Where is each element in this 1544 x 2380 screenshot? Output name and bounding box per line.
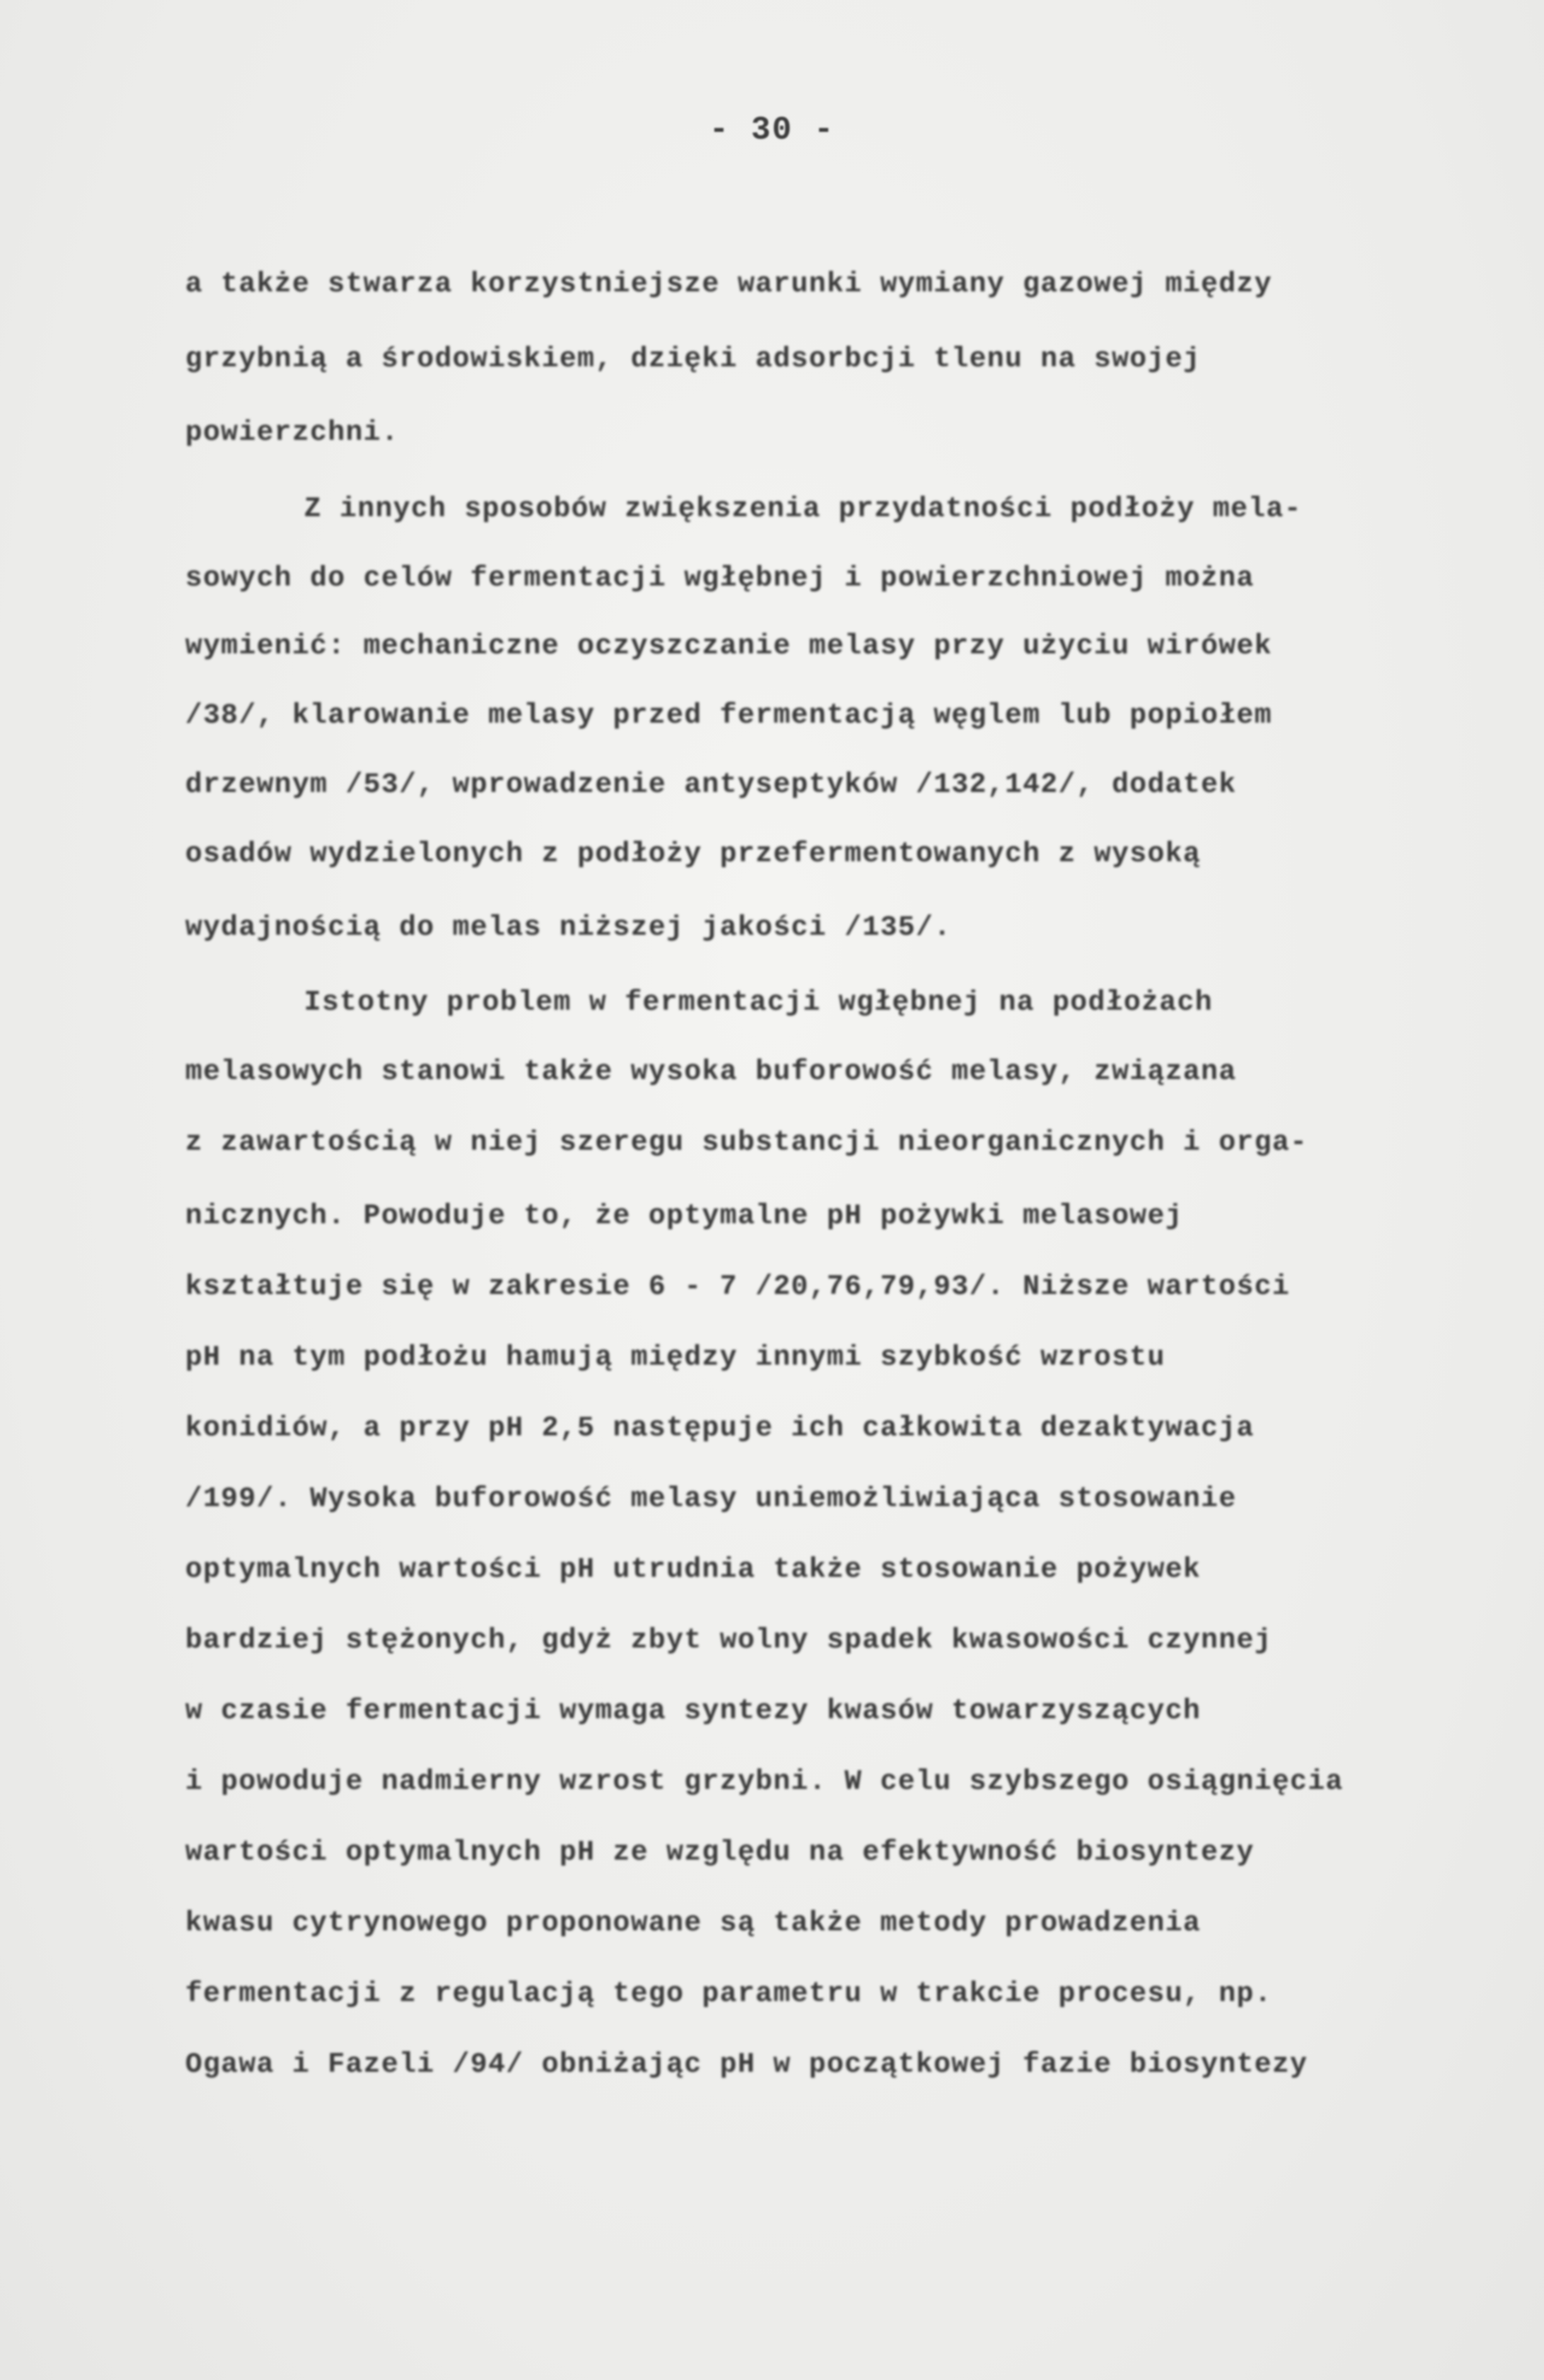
text-line: wartości optymalnych pH ze względu na efektywność biosyntezy [185,1837,1255,1869]
text-line: sowych do celów fermentacji wgłębnej i powierzchniowej można [185,563,1255,595]
text-line: wymienić: mechaniczne oczyszczanie melasy przy użyciu wirówek [185,631,1273,663]
text-line: i powoduje nadmierny wzrost grzybni. W celu szybszego osiągnięcia [185,1766,1344,1798]
text-line: /38/, klarowanie melasy przed fermentacją węglem lub popiołem [185,700,1273,732]
text-line: osadów wydzielonych z podłoży przefermentowanych z wysoką [185,839,1201,870]
text-line: konidiów, a przy pH 2,5 następuje ich całkowita dezaktywacja [185,1413,1255,1445]
text-line: fermentacji z regulacją tego parametru w trakcie procesu, np. [185,1978,1273,2010]
text-line: grzybnią a środowiskiem, dzięki adsorbcji tlenu na swojej [185,344,1201,375]
text-line: kwasu cytrynowego proponowane są także metody prowadzenia [185,1908,1201,1939]
text-line: optymalnych wartości pH utrudnia także stosowanie pożywek [185,1554,1201,1586]
text-line: a także stwarza korzystniejsze warunki wymiany gazowej między [185,269,1273,301]
text-line: drzewnym /53/, wprowadzenie antyseptyków /132,142/, dodatek [185,769,1237,801]
text-line: wydajnością do melas niższej jakości /135/. [185,912,952,944]
text-line: Istotny problem w fermentacji wgłębnej na podłożach [304,987,1213,1019]
text-line: pH na tym podłożu hamują między innymi szybkość wzrostu [185,1342,1166,1374]
text-line: Ogawa i Fazeli /94/ obniżając pH w początkowej fazie biosyntezy [185,2049,1308,2081]
text-line: kształtuje się w zakresie 6 - 7 /20,76,79,93/. Niższe wartości [185,1271,1290,1303]
text-line: powierzchni. [185,417,399,449]
text-line: z zawartością w niej szeregu substancji nieorganicznych i orga- [185,1127,1308,1159]
text-line: /199/. Wysoka buforowość melasy uniemożliwiająca stosowanie [185,1483,1237,1515]
page-number: - 30 - [709,112,835,148]
text-line: nicznych. Powoduje to, że optymalne pH pożywki melasowej [185,1201,1183,1232]
text-line: Z innych sposobów zwiększenia przydatności podłoży mela- [304,494,1302,525]
text-line: melasowych stanowi także wysoka buforowość melasy, związana [185,1056,1237,1088]
text-line: w czasie fermentacji wymaga syntezy kwasów towarzyszących [185,1696,1201,1727]
text-line: bardziej stężonych, gdyż zbyt wolny spadek kwasowości czynnej [185,1625,1273,1657]
